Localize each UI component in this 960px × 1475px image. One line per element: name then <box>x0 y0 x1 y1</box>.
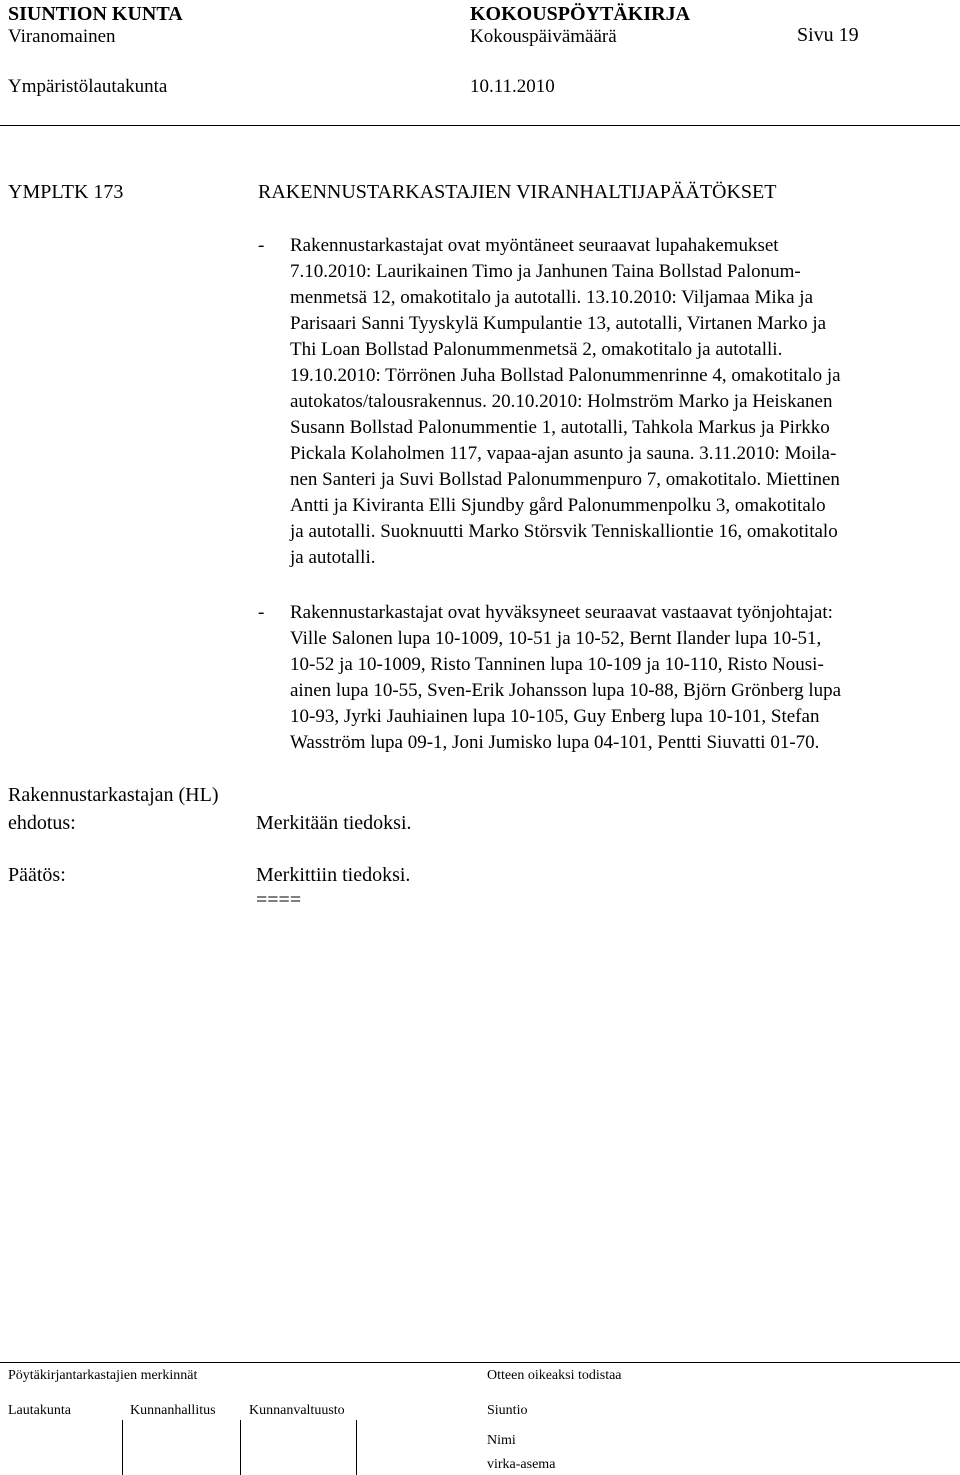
text-line: Rakennustarkastajat ovat myöntäneet seuraavat lupahakemukset <box>290 235 779 256</box>
date-label: Kokouspäivämäärä <box>470 26 617 47</box>
section-title: RAKENNUSTARKASTAJIEN VIRANHALTIJAPÄÄTÖKSET <box>258 181 777 203</box>
org-name: SIUNTION KUNTA <box>8 3 183 25</box>
text-line: Pickala Kolaholmen 117, vapaa-ajan asunto ja sauna. 3.11.2010: Moila- <box>290 443 837 464</box>
proposal-label-cont: ehdotus: <box>8 812 76 834</box>
text-line: Ville Salonen lupa 10-1009, 10-51 ja 10-52, Bernt Ilander lupa 10-51, <box>290 628 822 649</box>
end-mark: ==== <box>256 889 302 911</box>
text-line: nen Santeri ja Suvi Bollstad Palonummenpuro 7, omakotitalo. Miettinen <box>290 469 840 490</box>
text-line: menmetsä 12, omakotitalo ja autotalli. 13.10.2010: Viljamaa Mika ja <box>290 287 814 308</box>
text-line: 19.10.2010: Törrönen Juha Bollstad Palonummenrinne 4, omakotitalo ja <box>290 365 841 386</box>
bullet-dash: - <box>258 602 265 623</box>
signature-box-divider <box>240 1420 241 1475</box>
text-line: 7.10.2010: Laurikainen Timo ja Janhunen Taina Bollstad Palonum- <box>290 261 801 282</box>
text-line: ja autotalli. Suoknuutti Marko Störsvik Tenniskalliontie 16, omakotitalo <box>290 521 838 542</box>
name-label: Nimi <box>487 1433 516 1448</box>
footer-divider <box>0 1362 960 1363</box>
text-line: 10-52 ja 10-1009, Risto Tanninen lupa 10-109 ja 10-110, Risto Nousi- <box>290 654 824 675</box>
text-line: ja autotalli. <box>290 547 376 568</box>
text-line: autokatos/talousrakennus. 20.10.2010: Holmström Marko ja Heiskanen <box>290 391 833 412</box>
col-kunnanhallitus: Kunnanhallitus <box>130 1403 216 1418</box>
authority-name: Ympäristölautakunta <box>8 76 168 97</box>
authority-label: Viranomainen <box>8 26 116 47</box>
meeting-date: 10.11.2010 <box>470 76 555 97</box>
bullet-dash: - <box>258 235 265 256</box>
col-lautakunta: Lautakunta <box>8 1403 71 1418</box>
text-line: ainen lupa 10-55, Sven-Erik Johansson lupa 10-88, Björn Grönberg lupa <box>290 680 842 701</box>
decision-text: Merkittiin tiedoksi. <box>256 864 411 886</box>
certified-label: Otteen oikeaksi todistaa <box>487 1368 622 1383</box>
text-line: Antti ja Kiviranta Elli Sjundby gård Palonummenpolku 3, omakotitalo <box>290 495 826 516</box>
page-number: Sivu 19 <box>797 24 859 46</box>
text-line: Wasström lupa 09-1, Joni Jumisko lupa 04-101, Pentti Siuvatti 01-70. <box>290 732 820 753</box>
signature-box-divider <box>356 1420 357 1475</box>
col-siuntio: Siuntio <box>487 1403 528 1418</box>
text-line: 10-93, Jyrki Jauhiainen lupa 10-105, Guy Enberg lupa 10-101, Stefan <box>290 706 820 727</box>
permit-list-item <box>258 233 958 573</box>
permit-list-text <box>290 233 841 571</box>
section-id: YMPLTK 173 <box>8 181 124 203</box>
reviewers-label: Pöytäkirjantarkastajien merkinnät <box>8 1368 198 1383</box>
supervisor-list-item <box>258 600 958 760</box>
position-label: virka-asema <box>487 1457 556 1472</box>
col-kunnanvaltuusto: Kunnanvaltuusto <box>249 1403 345 1418</box>
text-line: Parisaari Sanni Tyyskylä Kumpulantie 13, autotalli, Virtanen Marko ja <box>290 313 827 334</box>
proposal-text: Merkitään tiedoksi. <box>256 812 412 834</box>
text-line: Rakennustarkastajat ovat hyväksyneet seuraavat vastaavat työnjohtajat: <box>290 602 833 623</box>
header-divider <box>0 125 960 126</box>
proposal-label: Rakennustarkastajan (HL) <box>8 784 219 806</box>
text-line: Susann Bollstad Palonummentie 1, autotalli, Tahkola Markus ja Pirkko <box>290 417 830 438</box>
document-type: KOKOUSPÖYTÄKIRJA <box>470 3 691 25</box>
supervisor-list-text <box>290 600 841 756</box>
signature-box-divider <box>122 1420 123 1475</box>
text-line: Thi Loan Bollstad Palonummenmetsä 2, omakotitalo ja autotalli. <box>290 339 783 360</box>
decision-label: Päätös: <box>8 864 66 886</box>
